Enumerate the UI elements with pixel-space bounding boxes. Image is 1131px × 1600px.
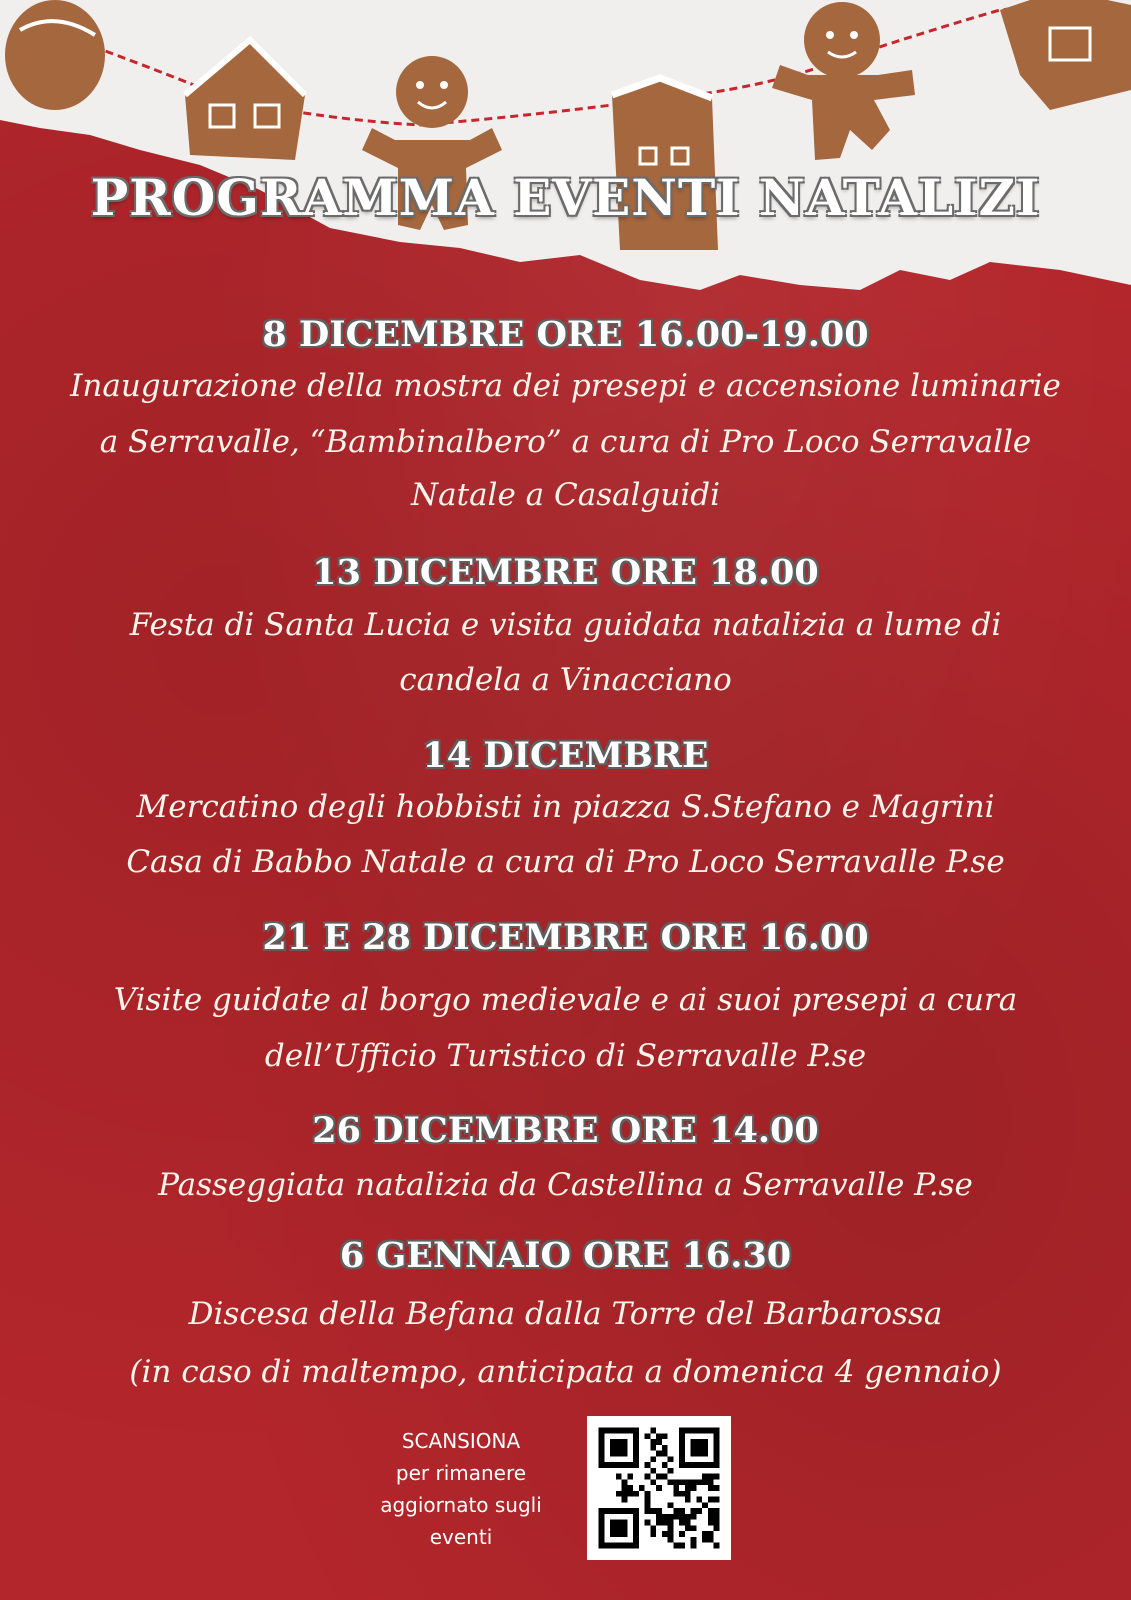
event-heading: 14 DICEMBRE (422, 735, 709, 776)
event-description-line: (in caso di maltempo, anticipata a domenica 4 gennaio) (129, 1354, 1002, 1390)
event-description-line: dell’Ufficio Turistico di Serravalle P.se (264, 1038, 867, 1074)
event-description-line: Inaugurazione della mostra dei presepi e accensione luminarie (70, 368, 1061, 404)
event-heading: 8 DICEMBRE ORE 16.00-19.00 (262, 314, 869, 355)
event-heading: 6 GENNAIO ORE 16.30 (339, 1235, 792, 1276)
event-heading: 13 DICEMBRE ORE 18.00 (312, 552, 819, 593)
event-description-line: candela a Vinacciano (399, 662, 732, 698)
event-description-line: Casa di Babbo Natale a cura di Pro Loco Serravalle P.se (126, 844, 1005, 880)
qr-caption-line: SCANSIONA (401, 1429, 521, 1453)
event-description-line: Passeggiata natalizia da Castellina a Serravalle P.se (158, 1167, 973, 1203)
event-description-line: Festa di Santa Lucia e visita guidata natalizia a lume di (129, 607, 1002, 643)
event-heading: 21 E 28 DICEMBRE ORE 16.00 (262, 917, 869, 958)
event-description-line: Mercatino degli hobbisti in piazza S.Stefano e Magrini (136, 789, 995, 825)
event-heading: 26 DICEMBRE ORE 14.00 (312, 1110, 819, 1151)
event-description-line: Natale a Casalguidi (411, 477, 720, 513)
qr-caption-line: aggiornato sugli (380, 1493, 542, 1517)
qr-caption-line: eventi (429, 1525, 493, 1549)
event-description-line: Visite guidate al borgo medievale e ai suoi presepi a cura (113, 982, 1018, 1018)
qr-caption-line: per rimanere (395, 1461, 527, 1485)
event-description-line: Discesa della Befana dalla Torre del Barbarossa (188, 1296, 943, 1332)
page-title: PROGRAMMA EVENTI NATALIZI (90, 168, 1041, 227)
gingerbread-garland-photo (0, 0, 1131, 300)
qr-code-pattern (587, 1416, 731, 1560)
gingerbread-man-left-icon (5, 0, 105, 110)
qr-code[interactable] (587, 1416, 731, 1560)
event-description-line: a Serravalle, “Bambinalbero” a cura di Pro Loco Serravalle (99, 424, 1032, 460)
